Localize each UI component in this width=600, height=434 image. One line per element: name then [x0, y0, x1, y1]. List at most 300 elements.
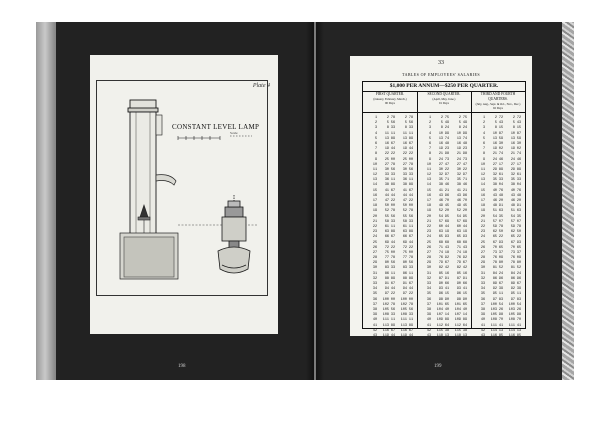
salary-table: [362, 81, 526, 338]
table-cell: 66 67: [384, 235, 395, 240]
table-page-number: 33: [438, 60, 444, 66]
table-cell: 23: [480, 230, 485, 235]
table-cell: 41 21: [438, 188, 449, 193]
table-cell: 47 22: [384, 199, 395, 203]
table-cell: 68 68: [456, 240, 467, 245]
table-cell: 113 89: [382, 323, 395, 328]
table-cell: 4: [428, 131, 431, 136]
table-cell: 71 43: [456, 245, 467, 250]
table-cell: 40: [426, 318, 431, 323]
table-cell: 18: [372, 204, 377, 209]
table-cell: 112 64: [454, 323, 467, 328]
table-cell: 16 67: [402, 141, 413, 146]
table-cell: 22: [426, 224, 431, 229]
table-cell: 119 44: [382, 333, 395, 338]
table-cell: 92 39: [492, 287, 503, 292]
table-cell: 104 40: [436, 307, 449, 312]
table-heading: $1,000 PER ANNUM—$250 PER QUARTER.: [363, 82, 525, 92]
table-cell: 76 92: [438, 256, 449, 261]
table-cell: 41 67: [402, 188, 413, 193]
table-cell: 25: [372, 240, 377, 245]
table-cell: 50 00: [384, 204, 395, 209]
table-cell: 16 30: [510, 141, 521, 146]
table-cell: 115 38: [454, 328, 467, 333]
table-cell: 90 66: [438, 282, 449, 286]
table-cell: 49 45: [438, 204, 449, 209]
table-cell: 18: [426, 204, 431, 209]
table-cell: 38 46: [438, 183, 449, 188]
table-cell: 20: [480, 214, 485, 219]
table-cell: 97 22: [402, 292, 413, 297]
table-cell: 11: [480, 167, 485, 172]
table-cell: 114 13: [508, 328, 521, 333]
table-cell: 88 89: [384, 276, 395, 281]
table-cell: 48 91: [492, 204, 503, 209]
table-cell: 8: [374, 152, 377, 157]
table-cell: 65 93: [438, 235, 449, 240]
table-cell: 59 78: [492, 224, 503, 229]
table-cell: 6: [428, 141, 431, 146]
table-cell: 62 50: [510, 230, 521, 235]
table-cell: 35: [426, 292, 431, 297]
table-cell: 10 87: [510, 131, 521, 136]
table-cell: 27 78: [384, 162, 395, 167]
table-cell: 7: [482, 147, 485, 152]
table-cell: 25 00: [384, 157, 395, 162]
table-cell: 112 64: [436, 323, 449, 328]
table-cell: 97 22: [384, 292, 395, 297]
right-folio: 199: [434, 364, 442, 369]
table-cell: 78 80: [510, 261, 521, 266]
table-cell: 16: [480, 193, 485, 198]
table-cell: 38: [372, 307, 377, 312]
table-cell: 36 11: [402, 178, 413, 183]
table-cell: 8: [428, 152, 431, 157]
table-cell: 19 02: [492, 147, 503, 152]
table-cell: 7: [428, 147, 431, 152]
quarter-days: 90 Days: [385, 101, 395, 105]
table-cell: 57 69: [438, 219, 449, 224]
table-cell: 35 71: [438, 178, 449, 183]
reservoir-base: [120, 233, 178, 279]
table-cell: 90 66: [456, 282, 467, 286]
table-cell: 3: [428, 126, 431, 131]
table-cell: 108 33: [400, 313, 413, 318]
table-cell: 50 00: [402, 204, 413, 209]
table-cell: 19: [372, 209, 377, 214]
drawing-title: CONSTANT LEVEL LAMP: [172, 123, 260, 131]
table-cell: 2 75: [458, 116, 467, 120]
table-cell: 38: [480, 307, 485, 312]
table-cell: 61 11: [384, 224, 395, 229]
table-cell: 100 54: [490, 302, 503, 307]
table-cell: 10 99: [456, 131, 467, 136]
table-cell: 60 44: [438, 224, 449, 229]
quarter-header-second: [417, 92, 471, 113]
table-cell: 82 42: [438, 266, 449, 271]
table-cell: 38 04: [510, 183, 521, 188]
table-cell: 16: [426, 193, 431, 198]
table-cell: 17: [480, 199, 485, 203]
table-cell: 41 21: [456, 188, 467, 193]
table-cell: 32: [480, 276, 485, 281]
table-cell: 118 13: [454, 333, 467, 338]
table-cell: 97 83: [510, 297, 521, 302]
table-cell: 20: [426, 214, 431, 219]
table-cell: 31: [426, 271, 431, 276]
lamp-drawing: [90, 55, 278, 334]
table-cell: 86 11: [384, 271, 395, 276]
table-cell: 27: [480, 250, 485, 255]
table-cell: 30 56: [402, 167, 413, 172]
table-cell: 41 67: [384, 188, 395, 193]
table-cell: 34: [480, 287, 485, 292]
table-cell: 28: [372, 256, 377, 261]
table-cell: 19: [480, 209, 485, 214]
table-cell: 5 43: [512, 121, 521, 126]
table-cell: 107 14: [436, 313, 449, 318]
table-cell: 95 11: [510, 292, 521, 297]
table-cell: 76 09: [492, 256, 503, 261]
table-cell: 43 48: [492, 193, 503, 198]
table-cell: 32 61: [492, 173, 503, 178]
table-cell: 13: [480, 178, 485, 183]
table-cell: 94 44: [402, 287, 413, 292]
table-cell: 24 46: [492, 157, 503, 162]
table-cell: 57 07: [510, 219, 521, 224]
table-cell: 86 96: [492, 276, 503, 281]
table-cell: 22: [372, 224, 377, 229]
table-cell: 17: [426, 199, 431, 203]
table-cell: 39: [426, 313, 431, 318]
table-cell: 5: [482, 136, 485, 141]
table-cell: 6: [374, 141, 377, 146]
table-cell: 54 95: [456, 214, 467, 219]
table-cell: 2 72: [512, 116, 521, 120]
left-folio: 198: [178, 364, 186, 369]
amount-column-q2-b: [451, 116, 467, 339]
table-cell: 109 89: [436, 318, 449, 323]
table-cell: 2 72: [494, 116, 503, 120]
table-cell: 95 11: [492, 292, 503, 297]
table-cell: 116 67: [400, 328, 413, 333]
table-cell: 32 97: [438, 173, 449, 178]
table-cell: 20: [372, 214, 377, 219]
table-cell: 36: [426, 297, 431, 302]
table-cell: 63 89: [384, 230, 395, 235]
table-cell: 40: [480, 318, 485, 323]
table-cell: 10: [372, 162, 377, 167]
table-cell: 11: [426, 167, 431, 172]
table-cell: 107 14: [454, 313, 467, 318]
table-cell: 103 26: [490, 307, 503, 312]
table-cell: 83 33: [402, 266, 413, 271]
table-cell: 3: [482, 126, 485, 131]
column-rule: [471, 92, 472, 328]
amount-column-q1: [379, 116, 395, 339]
salary-table-plate: [350, 56, 532, 336]
table-cell: 15: [372, 188, 377, 193]
table-cell: 1: [374, 116, 377, 120]
table-cell: 55 56: [384, 214, 395, 219]
table-cell: 1: [428, 116, 431, 120]
table-cell: 13 74: [456, 136, 467, 141]
table-cell: 31: [372, 271, 377, 276]
days-column-q2: [419, 116, 431, 339]
table-cell: 22 22: [402, 152, 413, 157]
table-cell: 83 33: [384, 266, 395, 271]
table-cell: 115 38: [436, 328, 449, 333]
table-cell: 27 47: [438, 162, 449, 167]
table-cell: 8 33: [386, 126, 395, 131]
table-cell: 27 78: [402, 162, 413, 167]
table-cell: 12: [480, 173, 485, 178]
table-cell: 38 89: [384, 183, 395, 188]
column-rule: [417, 92, 418, 328]
table-cell: 40: [372, 318, 377, 323]
table-cell: 13 89: [384, 136, 395, 141]
table-cell: 29: [426, 261, 431, 266]
table-cell: 46 70: [456, 199, 467, 203]
table-cell: 21 74: [510, 152, 521, 157]
table-cell: 36 11: [384, 178, 395, 183]
table-cell: 119 44: [400, 333, 413, 338]
table-cell: 57 07: [492, 219, 503, 224]
table-cell: 21: [480, 219, 485, 224]
table-cell: 54 35: [510, 214, 521, 219]
table-cell: 51 63: [492, 209, 503, 214]
table-cell: 24 73: [456, 157, 467, 162]
table-cell: 33: [372, 282, 377, 286]
quarter-days: 92 Days: [493, 106, 503, 110]
table-cell: 10: [480, 162, 485, 167]
table-cell: 105 56: [382, 307, 395, 312]
quarter-header-first: [363, 92, 417, 113]
table-cell: 10: [426, 162, 431, 167]
table-cell: 5 49: [458, 121, 467, 126]
table-cell: 5 56: [404, 121, 413, 126]
table-cell: 32 97: [456, 173, 467, 178]
table-cell: 96 15: [438, 292, 449, 297]
table-cell: 41: [480, 323, 485, 328]
table-cell: 43 96: [456, 193, 467, 198]
table-cell: 14: [480, 183, 485, 188]
table-cell: 111 11: [400, 318, 413, 323]
table-cell: 70 65: [492, 245, 503, 250]
table-cell: 3: [374, 126, 377, 131]
table-cell: 79 67: [438, 261, 449, 266]
table-cell: 63 89: [402, 230, 413, 235]
table-cell: 77 78: [384, 256, 395, 261]
table-cell: 41: [372, 323, 377, 328]
table-cell: 15: [426, 188, 431, 193]
table-cell: 72 22: [384, 245, 395, 250]
table-cell: 4: [374, 131, 377, 136]
table-cell: 81 52: [510, 266, 521, 271]
table-cell: 71 43: [438, 245, 449, 250]
table-cell: 41: [426, 323, 431, 328]
table-cell: 21 98: [438, 152, 449, 157]
table-cell: 52 20: [438, 209, 449, 214]
table-cell: 93 41: [438, 287, 449, 292]
table-cell: 13 89: [402, 136, 413, 141]
amount-column-q3: [487, 116, 503, 339]
table-cell: 60 44: [456, 224, 467, 229]
table-cell: 108 70: [490, 318, 503, 323]
table-cell: 29: [480, 261, 485, 266]
table-cell: 68 68: [438, 240, 449, 245]
table-cell: 2 75: [440, 116, 449, 120]
table-cell: 43: [480, 333, 485, 338]
table-cell: 108 70: [508, 318, 521, 323]
table-cell: 65 22: [510, 235, 521, 240]
table-cell: 82 42: [456, 266, 467, 271]
table-cell: 65 22: [492, 235, 503, 240]
table-cell: 5 49: [440, 121, 449, 126]
table-cell: 52 20: [456, 209, 467, 214]
table-cell: 98 90: [438, 297, 449, 302]
table-cell: 67 93: [492, 240, 503, 245]
table-cell: 16: [372, 193, 377, 198]
table-cell: 8: [482, 152, 485, 157]
table-cell: 2: [482, 121, 485, 126]
table-cell: 116 85: [508, 333, 521, 338]
table-cell: 102 78: [400, 302, 413, 307]
table-cell: 46 20: [492, 199, 503, 203]
table-cell: 69 44: [402, 240, 413, 245]
table-cell: 27 17: [492, 162, 503, 167]
table-cell: 17: [372, 199, 377, 203]
table-cell: 93 41: [456, 287, 467, 292]
table-cell: 85 16: [438, 271, 449, 276]
table-cell: 16 30: [492, 141, 503, 146]
plate-label: Plate 4: [252, 83, 270, 89]
table-cell: 34: [426, 287, 431, 292]
table-cell: 5: [374, 136, 377, 141]
table-cell: 5 43: [494, 121, 503, 126]
table-cell: 100 00: [400, 297, 413, 302]
table-cell: 74 18: [456, 250, 467, 255]
table-cell: 118 13: [436, 333, 449, 338]
table-cell: 26: [480, 245, 485, 250]
table-cell: 116 85: [490, 333, 503, 338]
days-column-q1: [365, 116, 377, 339]
table-cell: 100 54: [508, 302, 521, 307]
table-cell: 76 92: [456, 256, 467, 261]
table-cell: 21 74: [492, 152, 503, 157]
table-cell: 58 33: [402, 219, 413, 224]
table-cell: 46 70: [438, 199, 449, 203]
table-cell: 14: [426, 183, 431, 188]
table-cell: 44 44: [384, 193, 395, 198]
table-cell: 16 48: [438, 141, 449, 146]
table-cell: 8 15: [494, 126, 503, 131]
table-cell: 69 44: [384, 240, 395, 245]
table-cell: 31: [480, 271, 485, 276]
table-cell: 75 00: [402, 250, 413, 255]
table-cell: 87 91: [456, 276, 467, 281]
table-cell: 29: [372, 261, 377, 266]
table-cell: 32: [426, 276, 431, 281]
table-cell: 105 56: [400, 307, 413, 312]
table-cell: 51 63: [510, 209, 521, 214]
table-cell: 26: [372, 245, 377, 250]
table-cell: 38 46: [456, 183, 467, 188]
table-cell: 19 23: [438, 147, 449, 152]
table-cell: 8 15: [512, 126, 521, 131]
table-cell: 70 65: [510, 245, 521, 250]
table-cell: 2 78: [404, 116, 413, 120]
table-cell: 15: [480, 188, 485, 193]
table-cell: 6: [482, 141, 485, 146]
table-cell: 84 24: [510, 271, 521, 276]
table-cell: 19 02: [510, 147, 521, 152]
quarter-months: (January, February, March.): [373, 97, 407, 101]
table-cell: 72 22: [402, 245, 413, 250]
table-cell: 38: [426, 307, 431, 312]
table-cell: 2: [428, 121, 431, 126]
table-cell: 35: [372, 292, 377, 297]
table-cell: 30: [480, 266, 485, 271]
quarter-header-third-fourth: [471, 92, 525, 113]
table-cell: 13: [426, 178, 431, 183]
table-cell: 52 78: [402, 209, 413, 214]
table-cell: 8 24: [458, 126, 467, 131]
table-cell: 78 80: [492, 261, 503, 266]
table-cell: 111 41: [508, 323, 521, 328]
table-cell: 28: [480, 256, 485, 261]
table-cell: 46 20: [510, 199, 521, 203]
table-cell: 5: [428, 136, 431, 141]
table-cell: 86 11: [402, 271, 413, 276]
amount-column-q1-b: [397, 116, 413, 339]
table-cell: 11 11: [384, 131, 395, 136]
table-cell: 37: [426, 302, 431, 307]
table-cell: 10 99: [438, 131, 449, 136]
table-cell: 87 91: [438, 276, 449, 281]
table-cell: 42: [480, 328, 485, 333]
table-cell: 52 78: [384, 209, 395, 214]
lamp-assembly: [218, 195, 250, 273]
table-cell: 27 47: [456, 162, 467, 167]
table-cell: 16 48: [456, 141, 467, 146]
table-cell: 36: [480, 297, 485, 302]
table-cell: 24 46: [510, 157, 521, 162]
table-cell: 54 35: [492, 214, 503, 219]
days-column-q3: [473, 116, 485, 339]
table-cell: 54 95: [438, 214, 449, 219]
table-cell: 30 22: [456, 167, 467, 172]
quarter-name: THIRD AND FOURTH QUARTERS.: [480, 92, 516, 101]
table-cell: 73 37: [510, 250, 521, 255]
table-cell: 12: [372, 173, 377, 178]
table-cell: 23: [426, 230, 431, 235]
table-cell: 58 33: [384, 219, 395, 224]
table-cell: 85 16: [456, 271, 467, 276]
table-cell: 39: [372, 313, 377, 318]
table-cell: 27: [372, 250, 377, 255]
table-cell: 42: [426, 328, 431, 333]
table-cell: 9: [428, 157, 431, 162]
table-cell: 33 33: [384, 173, 395, 178]
table-cell: 63 19: [456, 230, 467, 235]
quarter-name: FIRST QUARTER.: [375, 92, 405, 96]
table-cell: 86 96: [510, 276, 521, 281]
table-cell: 19 44: [402, 147, 413, 152]
table-cell: 8 24: [440, 126, 449, 131]
table-cell: 25: [480, 240, 485, 245]
table-cell: 27 17: [510, 162, 521, 167]
